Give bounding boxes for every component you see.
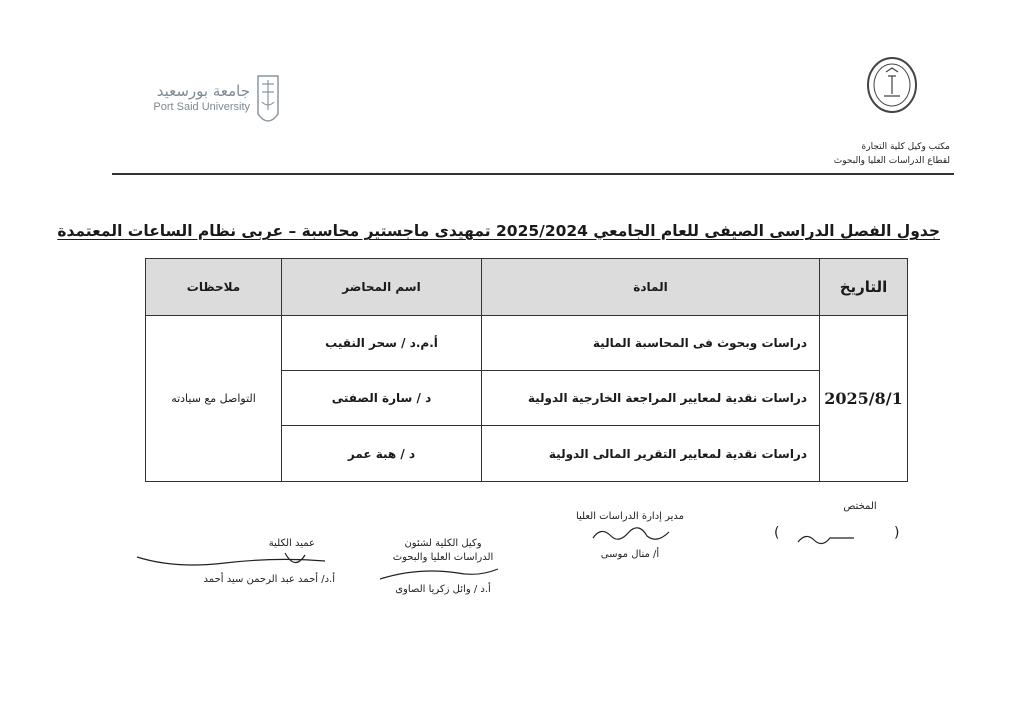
faculty-seal-logo (866, 56, 918, 118)
lecturer-cell: د / هبة عمر (282, 426, 482, 482)
dean-signature-block (125, 537, 335, 587)
schedule-table (145, 258, 908, 482)
gs-manager-signature-icon (585, 524, 675, 546)
vice-dean-signature-block (368, 537, 518, 597)
specialist-close-paren: ) (894, 525, 900, 541)
table-header-row (146, 259, 908, 316)
university-shield-logo (256, 74, 280, 134)
dean-title: عميد الكلية (268, 538, 315, 549)
university-name-english: Port Said University (153, 101, 250, 113)
header-subject: المادة (482, 259, 820, 316)
vice-dean-title-1: وكيل الكلية لشئون (404, 538, 482, 549)
vice-dean-name: أ.د / وائل زكريا الصاوى (395, 584, 491, 595)
subject-cell: دراسات نقدية لمعايير التقرير المالى الدولية (482, 426, 820, 482)
gs-manager-name: أ/ منال موسى (600, 549, 660, 560)
gs-manager-signature-block (560, 510, 700, 562)
vice-dean-title-2: الدراسات العليا والبحوث (392, 552, 494, 563)
table-row (146, 316, 908, 371)
specialist-signature-icon (794, 526, 864, 550)
notes-cell: التواصل مع سيادته (146, 316, 282, 482)
subject-cell: دراسات نقدية لمعايير المراجعة الخارجية الدولية (482, 371, 820, 426)
subject-cell: دراسات وبحوث فى المحاسبة المالية (482, 316, 820, 371)
header-divider (112, 173, 954, 175)
dean-signature-icon (135, 551, 335, 573)
office-heading (800, 140, 950, 168)
university-logo-text (150, 82, 250, 114)
schedule-title: جدول الفصل الدراسى الصيفى للعام الجامعي 2025/2024 تمهيدى ماجستير محاسبة – عربى نظام الساعات المعتمدة (57, 222, 940, 240)
vice-dean-signature-icon (378, 565, 508, 583)
lecturer-cell: د / سارة الصفتى (282, 371, 482, 426)
specialist-signature-area (770, 520, 910, 550)
header-date: التاريخ (820, 259, 908, 316)
office-line-1: مكتب وكيل كلية التجارة (861, 142, 950, 152)
header-lecturer: اسم المحاضر (282, 259, 482, 316)
header-notes: ملاحظات (146, 259, 282, 316)
office-line-2: لقطاع الدراسات العليا والبحوث (833, 156, 950, 166)
lecturer-cell: أ.م.د / سحر النقيب (282, 316, 482, 371)
university-name-arabic: جامعة بورسعيد (156, 82, 250, 100)
specialist-signature-block (770, 500, 910, 550)
date-cell: 2025/8/1 (820, 316, 908, 482)
gs-manager-title: مدير إدارة الدراسات العليا (575, 511, 685, 522)
specialist-title: المختص (843, 501, 877, 512)
dean-name: أ.د/ أحمد عبد الرحمن سيد أحمد (203, 574, 335, 585)
specialist-open-paren: ( (774, 525, 780, 541)
